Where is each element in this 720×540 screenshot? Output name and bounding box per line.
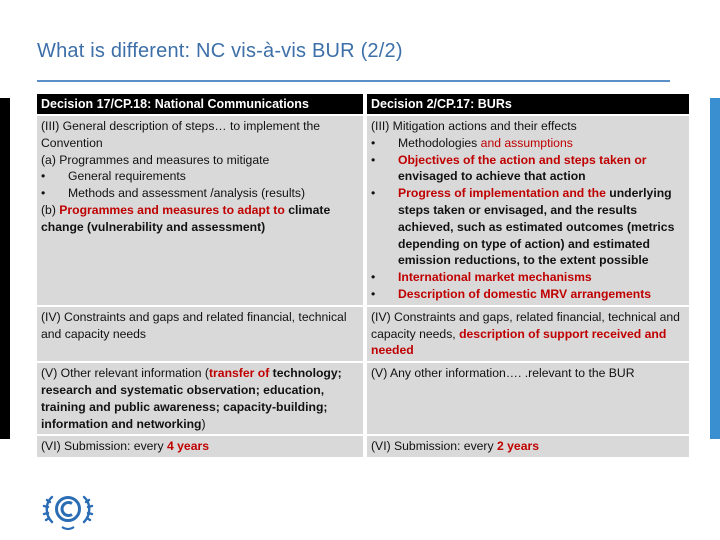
bur-mitigation-list <box>371 135 685 303</box>
unfccc-logo <box>42 488 94 532</box>
bullet-highlight: Objectives of the action and steps taken or <box>398 152 647 167</box>
list-item <box>371 269 685 286</box>
list-item <box>371 152 685 186</box>
list-item <box>371 185 685 269</box>
list-item <box>371 135 685 152</box>
bur-submission-frequency: 2 years <box>496 439 540 454</box>
bullet-highlight: Description of domestic MRV arrangements <box>398 286 652 301</box>
nc-submission-cell <box>37 434 367 457</box>
nc-adaptation-line <box>41 202 359 236</box>
bullet-text: Methodologies <box>398 135 481 150</box>
title-underline <box>37 80 670 82</box>
list-item: • General requirements <box>41 168 359 185</box>
nc-adaptation-bold: climate change (vulnerability and assessment) <box>41 202 331 234</box>
bullet-highlight: and assumptions <box>480 135 573 150</box>
bur-constraints-text: (IV) Constraints and gaps, related financial, technical and capacity needs, <box>371 309 680 341</box>
nc-adaptation-highlight: Programmes and measures to adapt to <box>59 202 285 217</box>
bur-mitigation-cell <box>367 114 689 305</box>
page-title: What is different: NC vis-à-vis BUR (2/2) <box>37 40 403 62</box>
right-accent-bar <box>710 98 720 439</box>
table-row <box>37 434 689 457</box>
comparison-table <box>37 94 689 457</box>
bullet-bold: underlying steps taken or envisaged, and the results achieved, such as estimated outcomes (metrics depending on type of action) and estimated emission reductions, to the extent possible <box>398 186 675 268</box>
bullet-bold: envisaged to achieve that action <box>398 169 586 184</box>
list-item: • Methods and assessment /analysis (results) <box>41 185 359 202</box>
left-accent-bar <box>0 98 10 439</box>
nc-steps-cell <box>37 114 367 305</box>
bur-submission-text: (VI) Submission: every <box>371 439 497 454</box>
bullet-highlight: International market mechanisms <box>398 270 592 285</box>
nc-adaptation-prefix: (b) <box>41 202 60 217</box>
nc-steps-intro: (III) General description of steps… to implement the Convention <box>41 119 321 150</box>
nc-other-info-cell <box>37 361 367 434</box>
table-row <box>37 361 689 434</box>
nc-other-info-bold: technology; research and systematic observation; education, training and public awareness; capacity-building; information and networking <box>41 366 342 431</box>
nc-submission-text: (VI) Submission: every <box>41 439 167 454</box>
bur-other-info-cell: (V) Any other information…. .relevant to the BUR <box>367 361 689 434</box>
nc-constraints-cell: (IV) Constraints and gaps and related financial, technical and capacity needs <box>37 305 367 361</box>
table-header-row <box>37 94 689 114</box>
nc-other-info-close: ) <box>201 416 206 431</box>
nc-mitigation-list <box>41 168 359 202</box>
bur-constraints-highlight: description of <box>459 326 540 341</box>
nc-other-info-highlight: transfer of <box>208 366 270 381</box>
header-national-communications: Decision 17/CP.18: National Communications <box>37 94 367 114</box>
table-row <box>37 305 689 361</box>
bur-constraints-cell <box>367 305 689 361</box>
nc-mitigation-line: (a) Programmes and measures to mitigate <box>41 152 270 167</box>
nc-other-info-text: (V) Other relevant information ( <box>41 366 209 381</box>
bur-submission-cell <box>367 434 689 457</box>
nc-submission-frequency: 4 years <box>166 439 210 454</box>
list-item <box>371 286 685 303</box>
header-burs: Decision 2/CP.17: BURs <box>367 94 689 114</box>
bur-mitigation-intro: (III) Mitigation actions and their effects <box>371 119 577 133</box>
table-row <box>37 114 689 305</box>
bullet-highlight: Progress of implementation and the <box>398 186 606 201</box>
bur-constraints-bold: support received and needed <box>371 326 667 358</box>
